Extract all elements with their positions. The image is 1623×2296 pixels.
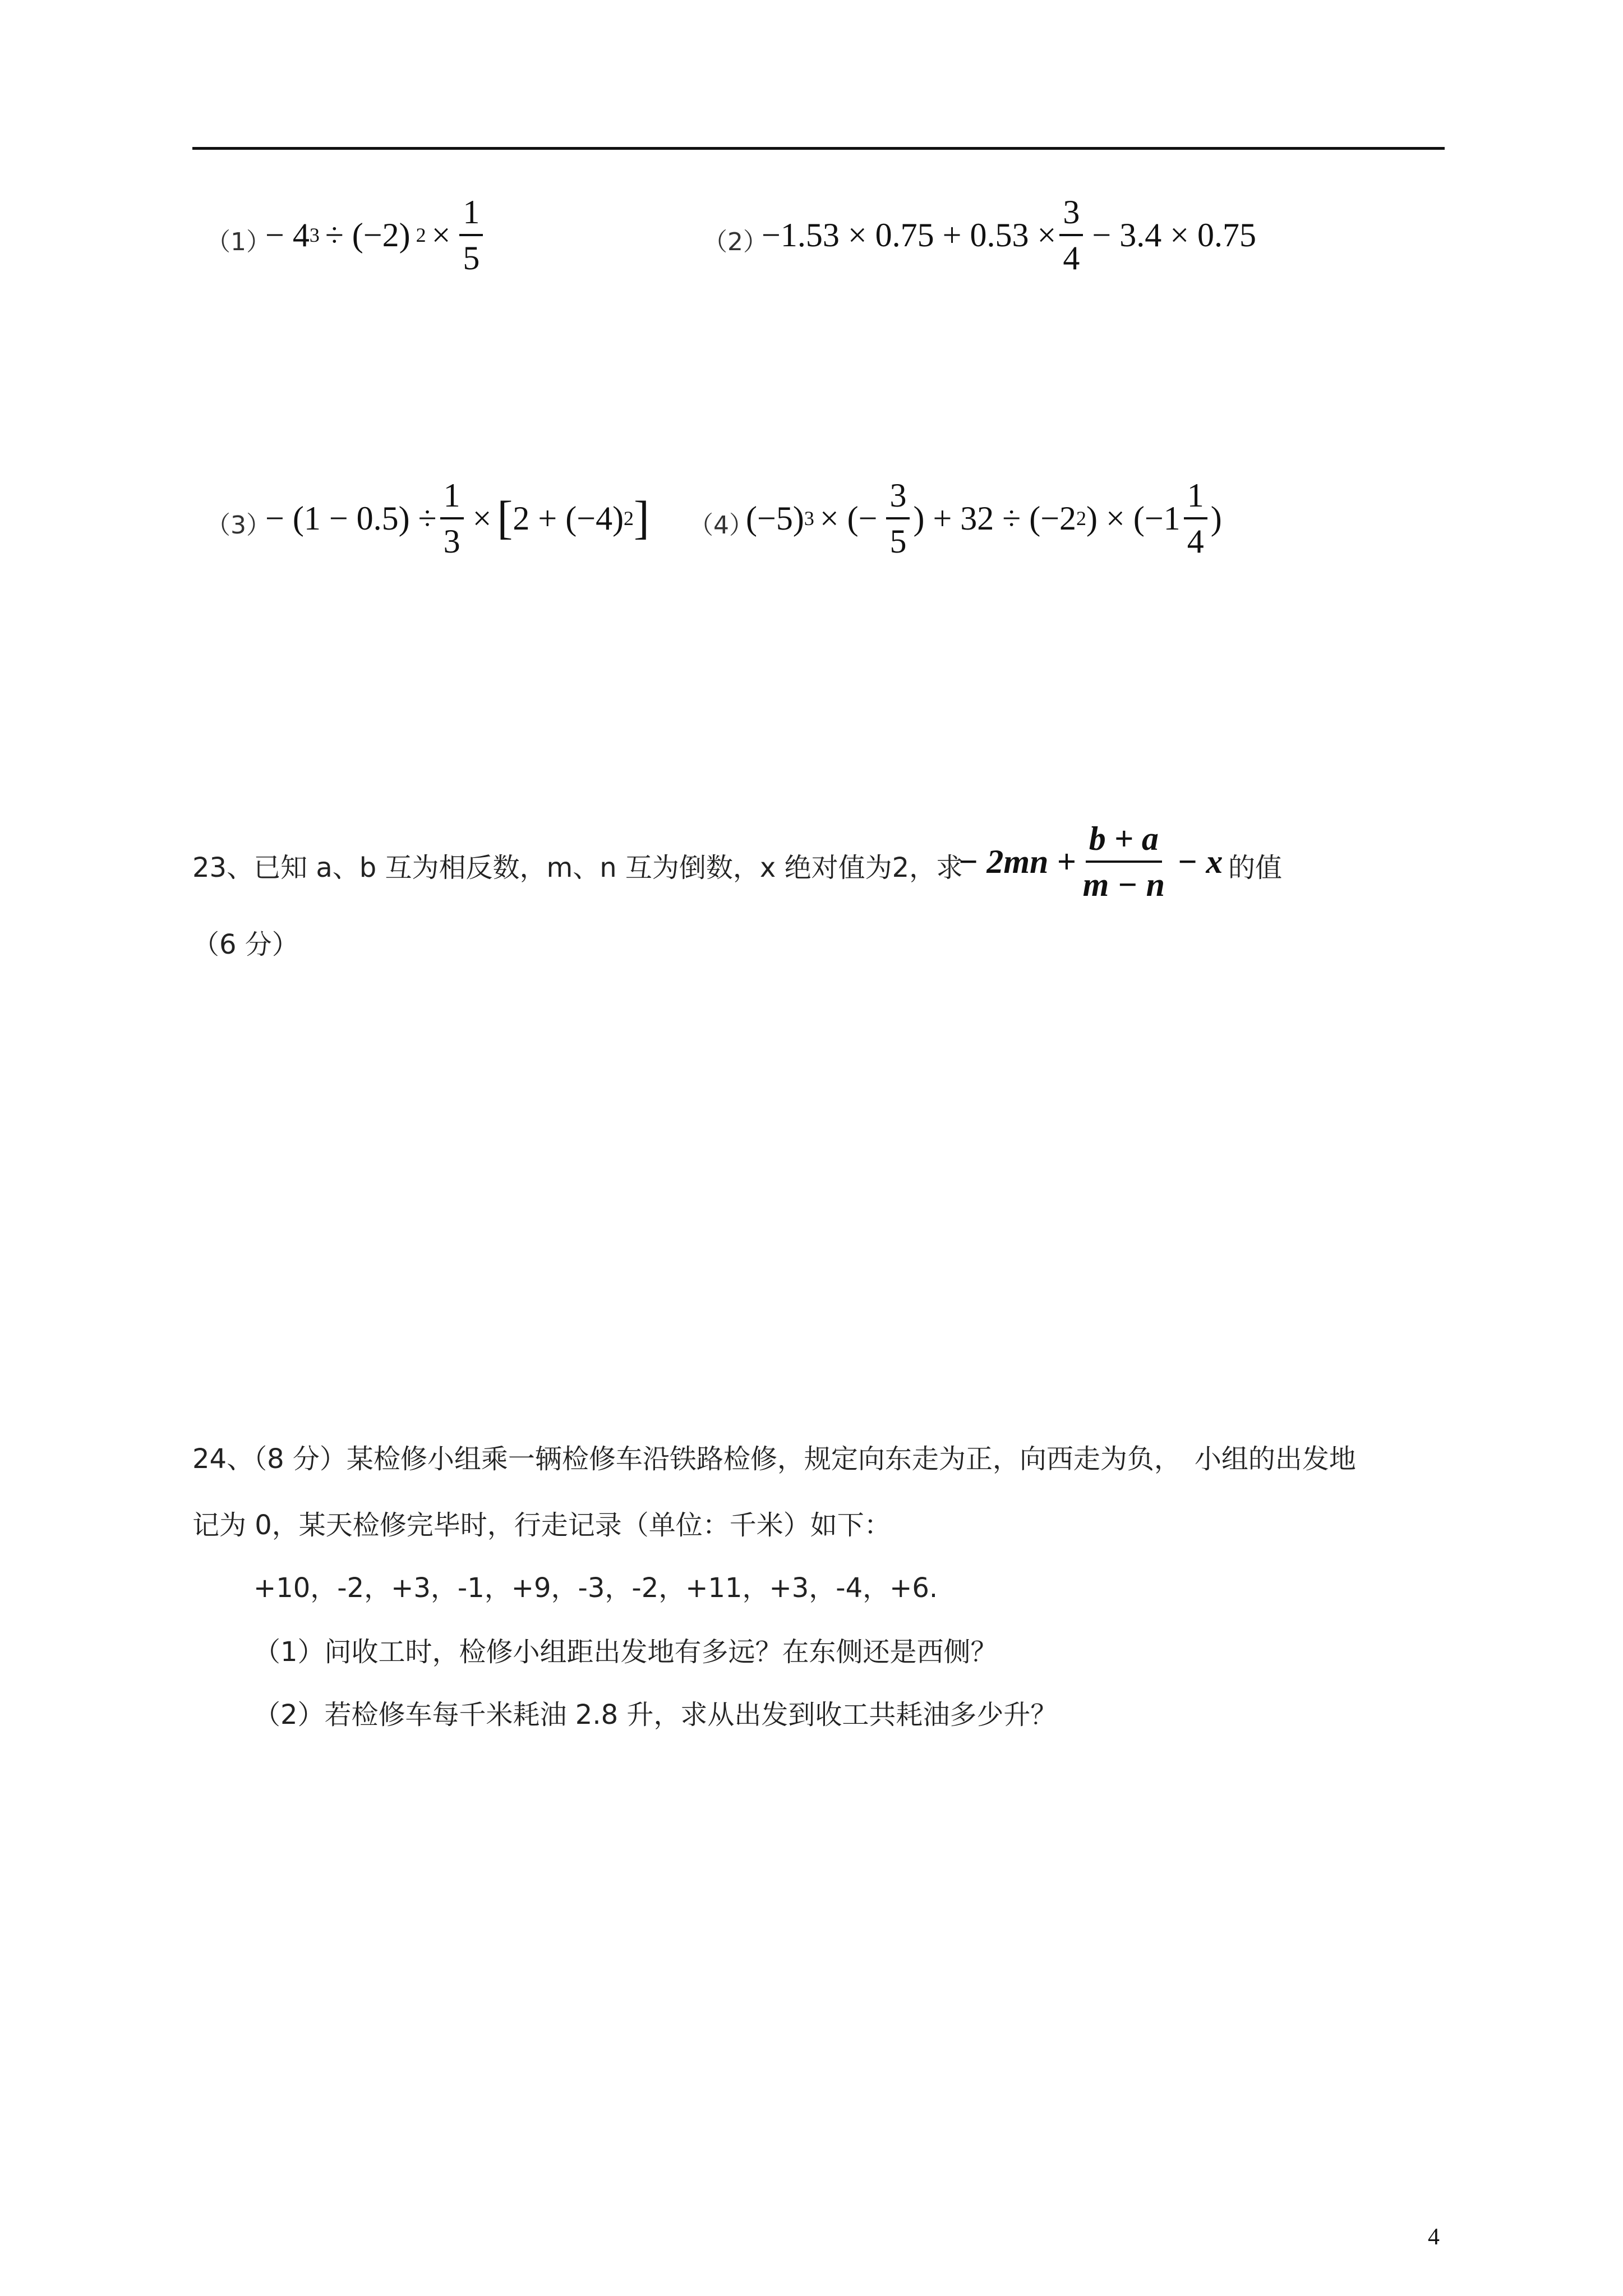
p2-term-a: −1.53 × 0.75 + 0.53 × xyxy=(762,216,1057,254)
q23-text xyxy=(192,846,963,885)
problem-1-label: （1） xyxy=(206,228,271,256)
p3-bracket-open: [ xyxy=(497,492,513,544)
p2-frac-num: 3 xyxy=(1059,194,1083,236)
p1-frac-den: 5 xyxy=(463,240,480,277)
q23-frac-num: b + a xyxy=(1086,820,1162,863)
p4-fraction-2 xyxy=(1184,477,1207,560)
p4-term-d: ) × (−1 xyxy=(1086,499,1181,537)
p1-term-b: ÷ (−2) xyxy=(325,216,411,254)
p2-fraction xyxy=(1059,194,1083,277)
p4-frac1-den: 5 xyxy=(889,523,907,560)
p3-frac-num: 1 xyxy=(440,477,464,519)
q23-fraction xyxy=(1080,820,1168,903)
p4-term-e: ) xyxy=(1210,499,1222,537)
p4-exp-a: 3 xyxy=(804,507,814,530)
p4-frac2-den: 4 xyxy=(1187,523,1204,560)
problem-4-label: （4） xyxy=(689,511,754,540)
p3-times: × xyxy=(472,499,492,537)
q23-score: （6 分） xyxy=(192,929,299,960)
q24-subquestion-2: （2）若检修车每千米耗油 2.8 升，求从出发到收工共耗油多少升？ xyxy=(253,1699,1058,1731)
q23-expr-a: − 2mn + xyxy=(958,843,1076,880)
p3-term-c: 2 + (−4) xyxy=(513,499,624,537)
problem-3-expression xyxy=(265,477,649,560)
p4-term-c: ) + 32 ÷ (−2 xyxy=(913,499,1077,537)
problem-3-label: （3） xyxy=(206,511,271,540)
page-number: 4 xyxy=(1428,2224,1440,2250)
q24-line-2: 记为 0，某天检修完毕时，行走记录（单位：千米）如下： xyxy=(192,1510,891,1541)
q23-expr-b: − x xyxy=(1177,843,1223,880)
p3-fraction xyxy=(440,477,464,560)
p1-exp-a: 3 xyxy=(309,224,320,246)
p2-term-b: − 3.4 × 0.75 xyxy=(1092,216,1257,254)
p4-frac2-num: 1 xyxy=(1184,477,1207,519)
p1-fraction xyxy=(459,194,483,277)
problem-4-expression xyxy=(746,477,1222,560)
q23-expression xyxy=(958,820,1228,903)
q23-text-a: 23、已知 a、b 互为相反数，m、n 互为倒数，x 绝对值为2，求 xyxy=(192,852,963,884)
p4-term-a: (−5) xyxy=(746,499,804,537)
p3-frac-den: 3 xyxy=(443,523,460,560)
p3-exp-c: 2 xyxy=(624,507,634,530)
p3-bracket-close: ] xyxy=(634,492,650,544)
problem-2-label: （2） xyxy=(703,228,768,256)
p3-term-a: − (1 − 0.5) ÷ xyxy=(265,499,437,537)
p1-exp-b: 2 xyxy=(416,224,426,246)
p2-frac-den: 4 xyxy=(1063,240,1080,277)
p4-exp-c: 2 xyxy=(1076,507,1087,530)
q24-subquestion-1: （1）问收工时，检修小组距出发地有多远？在东侧还是西侧？ xyxy=(253,1636,998,1668)
p4-term-b: × (− xyxy=(819,499,878,537)
problem-1-expression xyxy=(265,194,486,277)
p4-frac1-num: 3 xyxy=(886,477,910,519)
q24-record: +10，-2，+3，-1，+9，-3，-2，+11，+3，-4，+6. xyxy=(253,1572,938,1604)
q23-frac-den: m − n xyxy=(1082,866,1165,903)
p1-term-a: − 4 xyxy=(265,216,310,254)
header-rule xyxy=(192,147,1445,150)
p1-times: × xyxy=(431,216,451,254)
p1-frac-num: 1 xyxy=(459,194,483,236)
q23-text-b: 的值 xyxy=(1228,852,1283,884)
problem-2-expression xyxy=(762,194,1262,277)
q24-line-1: 24、（8 分）某检修小组乘一辆检修车沿铁路检修，规定向东走为正，向西走为负， 小组的出发地 xyxy=(192,1443,1356,1475)
p4-fraction-1 xyxy=(886,477,910,560)
